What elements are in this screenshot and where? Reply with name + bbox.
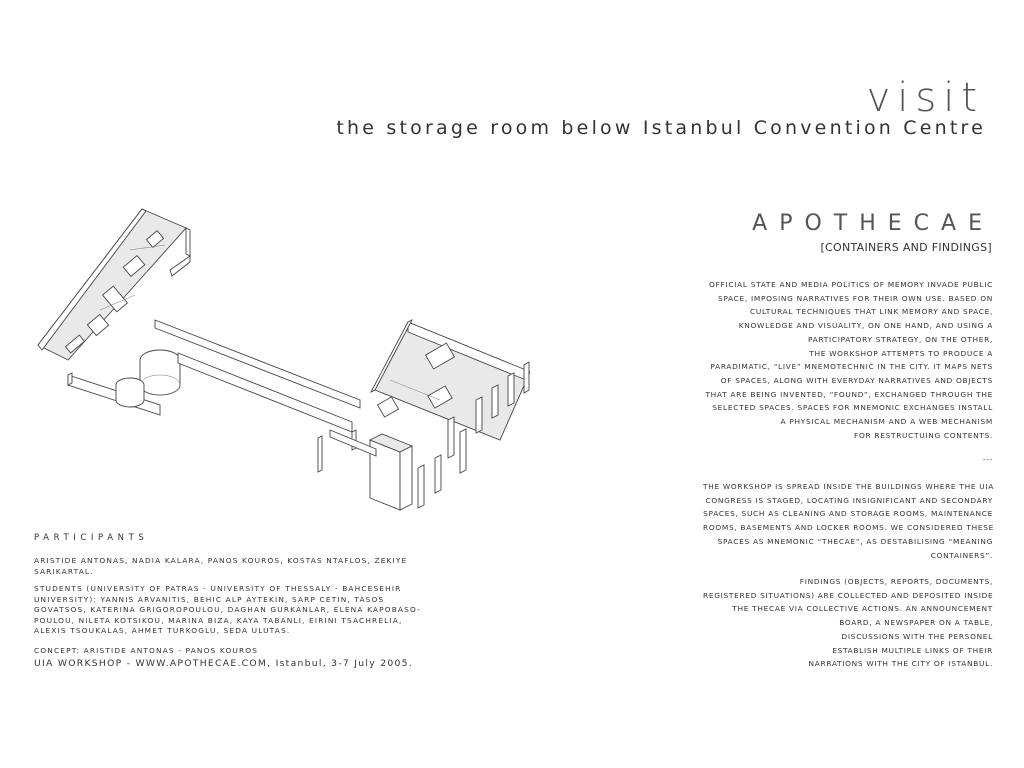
apothecae-paragraph-1 [703,278,993,442]
text-line: SPACE, IMPOSING NARRATIVES FOR THEIR OWN USE. BASED ON [717,293,993,303]
text-line: PARTICIPATORY STRATEGY, ON THE OTHER, [808,334,993,344]
text-line: ESTABLISH MULTIPLE LINKS OF THEIR [832,645,993,655]
text-line: OF SPACES, ALONG WITH EVERYDAY NARRATIVES AND OBJECTS [720,375,993,385]
text-line: SPACES AS MNEMONIC “THECAE”, AS DESTABILISING “MEANING [717,536,993,546]
text-line: THE WORKSHOP IS SPREAD INSIDE THE BUILDINGS WHERE THE UIA [703,482,994,491]
apothecae-title: APOTHECAE [752,211,994,236]
text-line: ARISTIDE ANTONAS, NADIA KALARA, PANOS KOUROS, KOSTAS NTAFLOS, ZEKIYE [34,556,408,565]
text-line: STUDENTS (UNIVERSITY OF PATRAS - UNIVERSITY OF THESSALY - BAHCESEHIR [34,584,402,593]
apothecae-paragraph-2 [703,480,993,562]
text-line: REGISTERED SITUATIONS) ARE COLLECTED AND DEPOSITED INSIDE [703,590,994,600]
text-line: CONTAINERS”. [930,550,993,560]
axonometric-floor-plan [30,200,530,530]
text-line: THAT ARE BEING INVENTED, “FOUND”, EXCHANGED THROUGH THE [705,389,993,399]
separator: --- [982,455,993,464]
text-line: SPACES, SUCH AS CLEANING AND STORAGE ROOMS, MAINTENANCE [703,509,993,519]
text-line: OFFICIAL STATE AND MEDIA POLITICS OF MEMORY INVADE PUBLIC [709,280,993,289]
text-line: POULOU, NILETA KOTSIKOU, MARINA BIZA, KAYA TABANLI, EIRINI TSACHRELIA, [34,615,403,625]
text-line: KNOWLEDGE AND VISUALITY, ON ONE HAND, AND USING A [738,321,993,331]
page-title: visit [866,75,984,121]
text-line: GOVATSOS, KATERINA GRIGOROPOULOU, DAGHAN GURKANLAR, ELENA KAPOBASO- [34,605,421,614]
text-line: DISCUSSIONS WITH THE PERSONEL [841,631,993,641]
text-line: CONGRESS IS STAGED, LOCATING INSIGNIFICANT AND SECONDARY [705,495,993,505]
workshop-footer: UIA WORKSHOP - WWW.APOTHECAE.COM, Istanbul, 3-7 July 2005. [34,658,414,669]
apothecae-paragraph-3 [703,575,993,671]
text-line: A PHYSICAL MECHANISM AND A WEB MECHANISM [780,417,993,427]
partition-panel [435,455,441,493]
text-line: THE WORKSHOP ATTEMPTS TO PRODUCE A [809,348,993,358]
left-wing-floor [38,209,186,360]
text-line: SELECTED SPACES. SPACES FOR MNEMONIC EXCHANGES INSTALL [712,403,993,413]
concept-credit: CONCEPT: ARISTIDE ANTONAS - PANOS KOUROS [34,646,259,655]
text-line: FOR RESTRUCTUING CONTENTS. [854,430,993,440]
partition-panel [492,385,498,418]
text-line: THE THECAE VIA COLLECTIVE ACTIONS. AN ANNOUNCEMENT [732,604,993,614]
participants-students [34,584,434,637]
partition-panel [448,417,454,458]
text-line: ALEXIS TSOUKALAS, AHMET TURKOGLU, SEDA ULUTAS. [34,626,291,635]
text-line: NARRATIONS WITH THE CITY OF ISTANBUL. [808,659,993,669]
partition-panel [476,397,482,433]
text-line: PARADIMATIC, “LIVE” MNEMOTECHNIC IN THE CITY. IT MAPS NETS [710,362,993,372]
partition-panel [460,429,466,473]
text-line: SARIKARTAL. [34,566,94,576]
left-wing-inner-wall [186,228,190,256]
apothecae-subtitle: [CONTAINERS AND FINDINGS] [820,241,992,254]
text-line: UNIVERSITY): YANNIS ARVANITIS, BEHIC ALP AYTEKIN, SARP CETIN, TASOS [34,594,385,604]
partition-panel [508,373,514,406]
furniture [378,397,399,417]
text-line: BOARD, A NEWSPAPER ON A TABLE, [839,618,993,628]
partition-panel [524,362,529,393]
participants-names [34,556,434,577]
text-line: CULTURAL TECHNIQUES THAT LINK MEMORY AND SPACE, [749,307,993,317]
participants-heading: PARTICIPANTS [34,533,149,543]
text-line: ROOMS, BASEMENTS AND LOCKER ROOMS. WE CONSIDERED THESE [703,523,994,533]
partition-panel [418,465,424,508]
page-subtitle: the storage room below Istanbul Convention Centre [336,117,986,139]
text-line: FINDINGS (OBJECTS, REPORTS, DOCUMENTS, [799,577,993,586]
